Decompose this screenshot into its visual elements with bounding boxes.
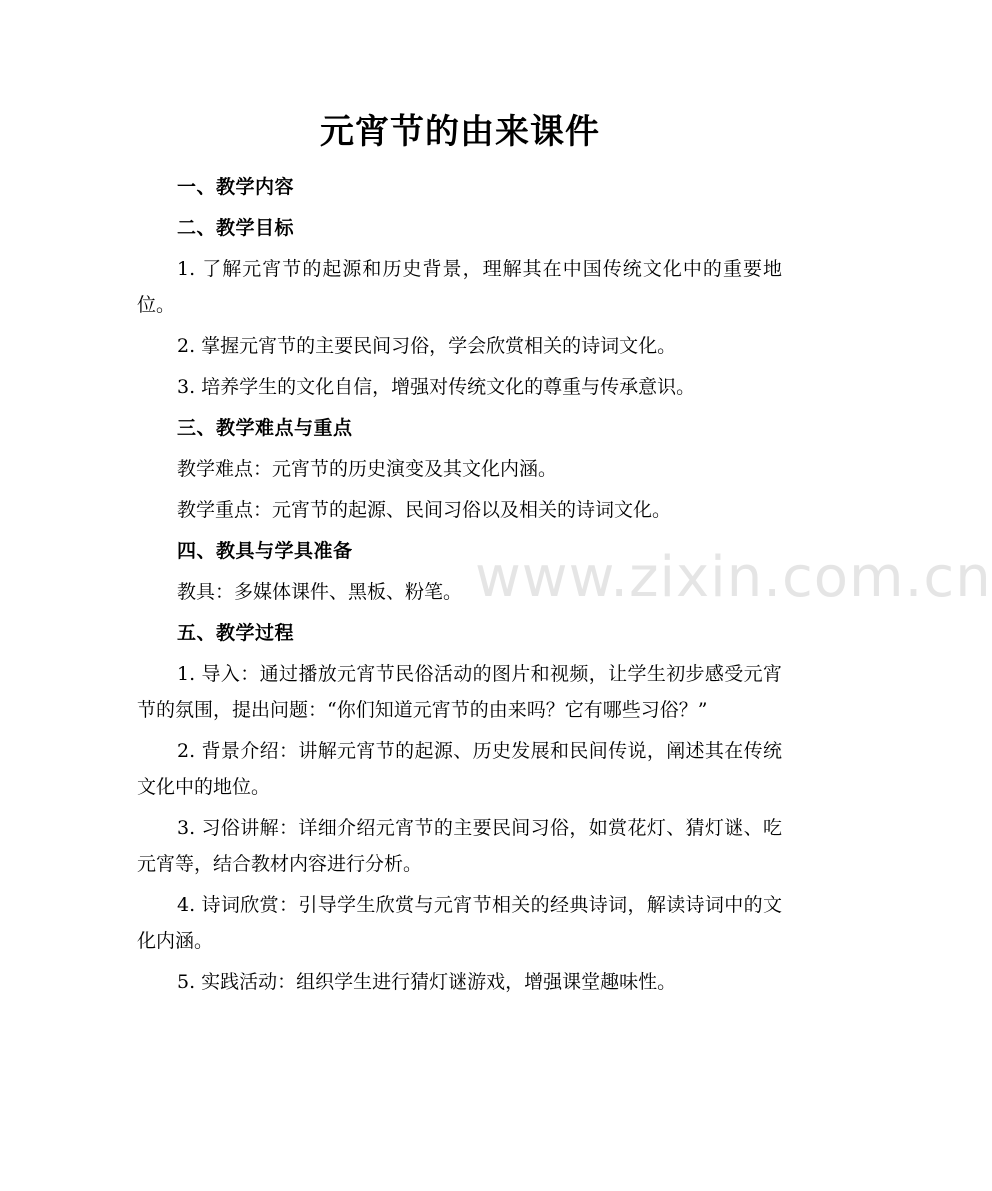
- section-heading-process: 五、教学过程: [177, 622, 295, 644]
- difficulty-text: 教学难点：元宵节的历史演变及其文化内涵。: [177, 458, 558, 480]
- section-heading-materials: 四、教具与学具准备: [177, 540, 353, 562]
- section-heading-teaching-goals: 二、教学目标: [177, 217, 295, 239]
- process-step-5: 5. 实践活动：组织学生进行猜灯谜游戏，增强课堂趣味性。: [177, 971, 677, 993]
- materials-text: 教具：多媒体课件、黑板、粉笔。: [177, 581, 463, 603]
- process-step-2: 2. 背景介绍：讲解元宵节的起源、历史发展和民间传说，阐述其在传统文化中的地位。: [137, 740, 782, 798]
- section-heading-teaching-content: 一、教学内容: [177, 176, 295, 198]
- key-point-text: 教学重点：元宵节的起源、民间习俗以及相关的诗词文化。: [177, 499, 672, 521]
- document-body: [137, 169, 782, 1005]
- process-step-1: 1. 导入：通过播放元宵节民俗活动的图片和视频，让学生初步感受元宵节的氛围，提出问题：“你们知道元宵节的由来吗？它有哪些习俗？”: [137, 663, 782, 721]
- process-step-4: 4. 诗词欣赏：引导学生欣赏与元宵节相关的经典诗词，解读诗词中的文化内涵。: [137, 894, 782, 952]
- process-step-3: 3. 习俗讲解：详细介绍元宵节的主要民间习俗，如赏花灯、猜灯谜、吃元宵等，结合教材内容进行分析。: [137, 817, 782, 875]
- section-heading-difficulties: 三、教学难点与重点: [177, 417, 353, 439]
- goal-item-2: 2. 掌握元宵节的主要民间习俗，学会欣赏相关的诗词文化。: [177, 335, 677, 357]
- document-title: 元宵节的由来课件: [320, 112, 600, 152]
- goal-item-3: 3. 培养学生的文化自信，增强对传统文化的尊重与传承意识。: [177, 376, 696, 398]
- goal-item-1: 1. 了解元宵节的起源和历史背景，理解其在中国传统文化中的重要地位。: [137, 258, 782, 316]
- watermark: www.zixin.com.cn: [475, 545, 992, 610]
